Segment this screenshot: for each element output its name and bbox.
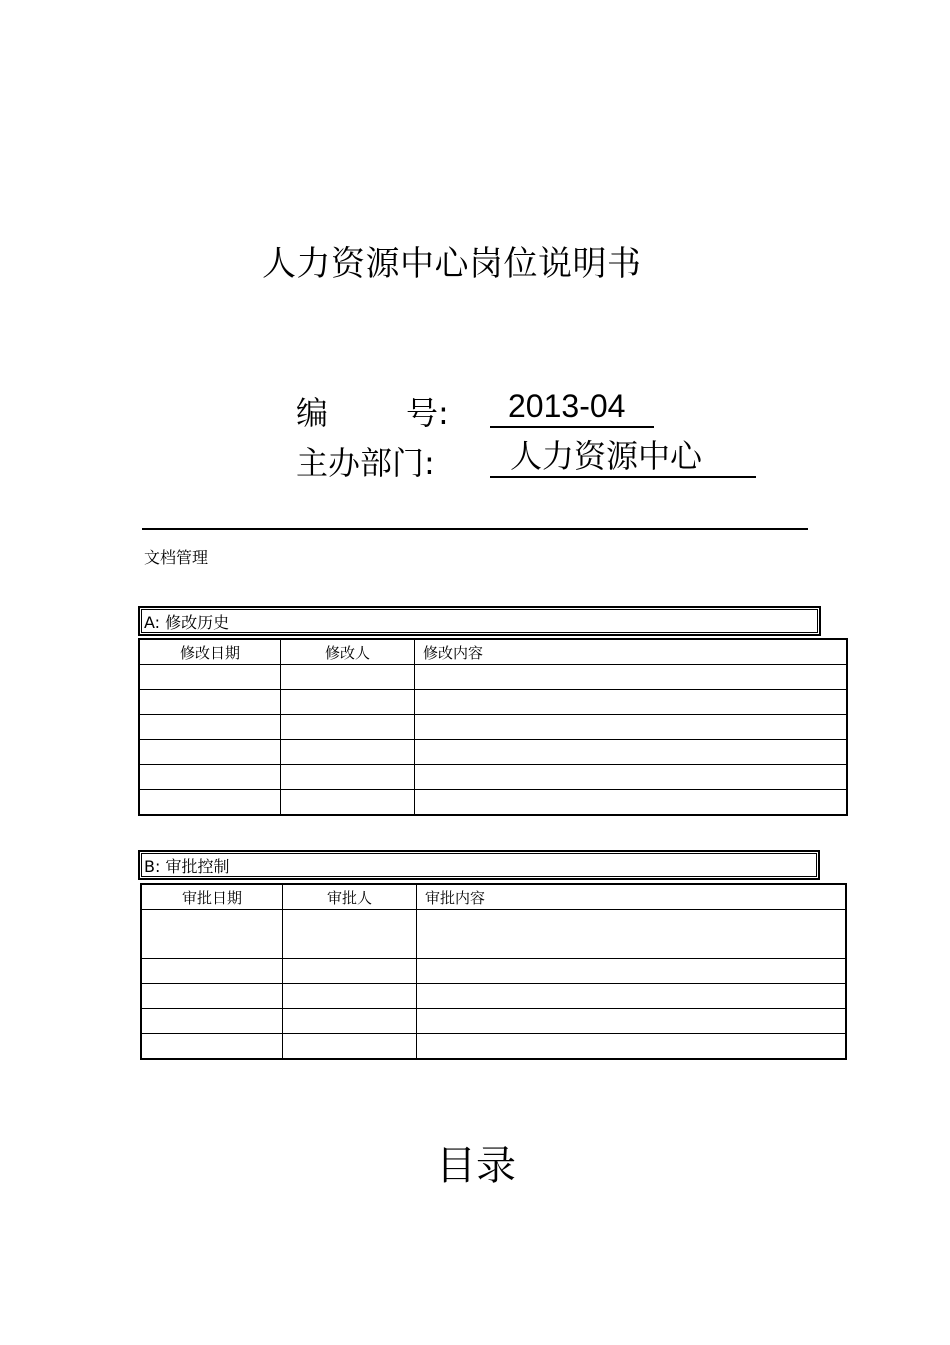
header-cell: 审批日期 [141, 884, 283, 910]
doc-management-label: 文档管理 [144, 548, 209, 567]
approval-control-table [140, 883, 847, 1060]
table-row [139, 715, 847, 740]
document-title: 人力资源中心岗位说明书 [262, 244, 642, 284]
table-header-row [141, 884, 846, 910]
horizontal-divider [142, 528, 808, 530]
table-row [139, 690, 847, 715]
table-row [141, 984, 846, 1009]
revision-history-table [138, 638, 848, 816]
table-row [139, 740, 847, 765]
section-a-title: A: 修改历史 [141, 609, 818, 633]
section-a-header [138, 606, 821, 636]
table-row [141, 910, 846, 959]
section-b-header [138, 850, 820, 880]
table-row [139, 665, 847, 690]
table-row [141, 1034, 846, 1060]
table-of-contents-heading: 目录 [436, 1143, 516, 1189]
header-cell: 审批内容 [417, 884, 847, 910]
header-cell: 修改内容 [415, 639, 848, 665]
header-cell: 修改人 [281, 639, 415, 665]
table-row [139, 790, 847, 816]
table-header-row [139, 639, 847, 665]
department-value: 人力资源中心 [490, 436, 756, 478]
number-label-part1: 编 [296, 394, 329, 432]
section-b-title: B: 审批控制 [141, 853, 817, 877]
number-label-part2: 号: [406, 394, 449, 432]
table-row [141, 959, 846, 984]
department-label: 主办部门: [296, 444, 435, 482]
number-label [296, 388, 449, 434]
table-row [141, 1009, 846, 1034]
header-cell: 修改日期 [139, 639, 281, 665]
header-cell: 审批人 [283, 884, 417, 910]
table-row [139, 765, 847, 790]
number-value: 2013-04 [490, 386, 654, 428]
